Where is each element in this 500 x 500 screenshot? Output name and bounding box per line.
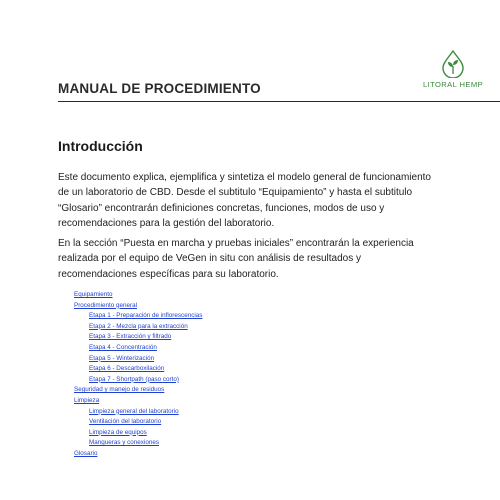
leaf-drop-icon [440,50,466,78]
toc-link[interactable]: Limpieza general del laboratorio [89,407,179,415]
toc-link[interactable]: Glosario [74,449,98,457]
toc-link[interactable]: Limpieza de equipos [89,428,147,436]
toc-link[interactable]: Etapa 3 - Extracción y filtrado [89,333,172,341]
toc-link[interactable]: Etapa 7 - Shortpath (paso corto) [89,375,179,383]
section-heading: Introducción [58,138,143,154]
toc-link[interactable]: Etapa 6 - Descarboxilación [89,365,165,373]
toc-link[interactable]: Etapa 4 - Concentración [89,343,157,351]
brand-name: LITORAL HEMP [422,80,484,89]
toc-link[interactable]: Seguridad y manejo de residuos [74,386,165,394]
intro-paragraph-2: En la sección “Puesta en marcha y pruebas iniciales” encontrarán la experiencia realizada por el equipo de VeGen in situ con análisis de resultados y recomendaciones específicas para su laboratorio. [58,238,414,280]
brand-logo [418,50,488,98]
toc-link[interactable]: Etapa 5 - Winterización [89,354,155,362]
intro-paragraph-1: Este documento explica, ejemplifica y sintetiza el modelo general de funcionamiento de un laboratorio de CBD. Desde el subtitulo “Equipamiento” y hasta el subtitulo “Glosario” encontrarán definiciones concretas, funciones, modos de uso y recomendaciones para la gestión del laboratorio. [58,172,431,230]
toc-link[interactable]: Limpieza [74,396,100,404]
toc-link[interactable]: Equipamiento [74,291,113,298]
toc-link[interactable]: Etapa 1 - Preparación de inflorescencias [89,312,203,320]
header-divider [58,101,500,102]
toc-link[interactable]: Ventilación del laboratorio [89,418,162,426]
table-of-contents [74,290,202,460]
toc-link[interactable]: Mangueras y conexiones [89,439,160,447]
document-title: MANUAL DE PROCEDIMIENTO [58,81,261,96]
toc-link[interactable]: Etapa 2 - Mezcla para la extracción [89,322,188,330]
toc-link[interactable]: Procedimiento general [74,301,138,309]
